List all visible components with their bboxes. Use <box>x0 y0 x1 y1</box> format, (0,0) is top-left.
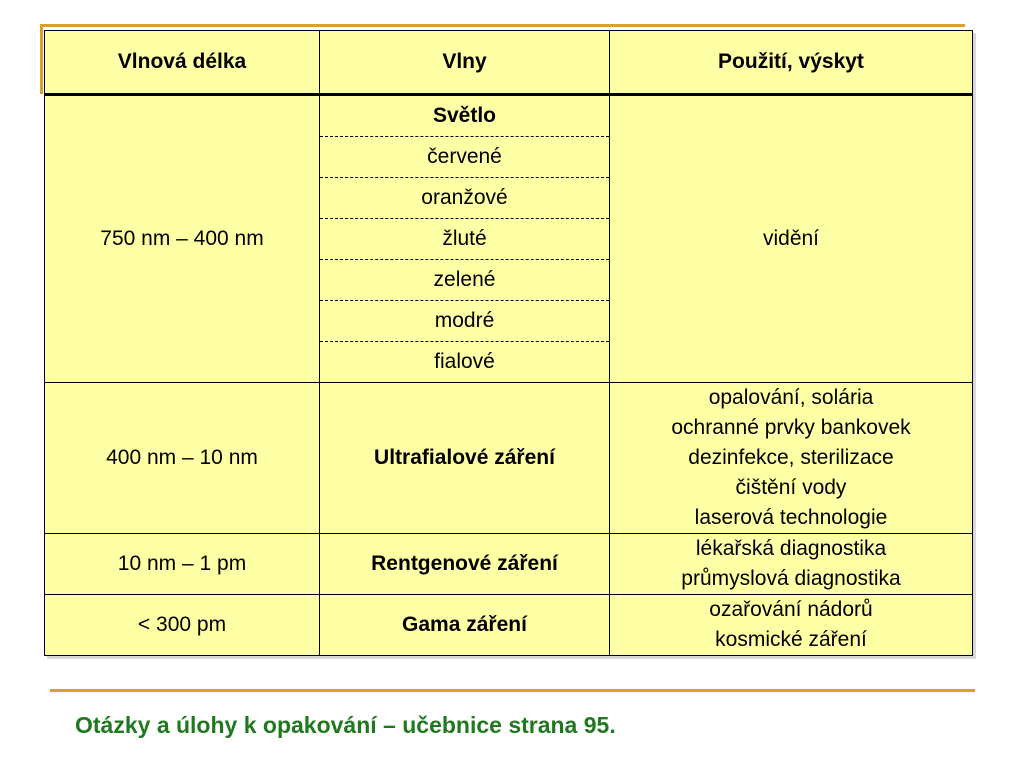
visible-light-title: Světlo <box>320 95 610 137</box>
color-orange: oranžové <box>320 178 610 219</box>
color-red: červené <box>320 137 610 178</box>
xray-row <box>45 534 973 595</box>
header-use: Použití, výskyt <box>610 31 973 95</box>
ultraviolet-row <box>45 383 973 534</box>
ultraviolet-name: Ultrafialové záření <box>320 383 610 534</box>
use-item: laserová technologie <box>694 506 888 529</box>
visible-light-row <box>45 95 973 137</box>
visible-light-use: vidění <box>610 95 973 383</box>
footer-note: Otázky a úlohy k opakování – učebnice strana 95. <box>75 712 616 738</box>
header-wavelength: Vlnová délka <box>45 31 320 95</box>
top-accent-rule <box>40 24 965 27</box>
use-item: čištění vody <box>735 476 847 499</box>
gamma-uses <box>610 595 973 656</box>
color-blue: modré <box>320 301 610 342</box>
use-item: dezinfekce, sterilizace <box>688 446 894 469</box>
header-row <box>45 31 973 95</box>
ultraviolet-uses <box>610 383 973 534</box>
gamma-name: Gama záření <box>320 595 610 656</box>
corner-accent-bar <box>40 24 43 94</box>
xray-wavelength: 10 nm – 1 pm <box>45 534 320 595</box>
gamma-row <box>45 595 973 656</box>
header-waves: Vlny <box>320 31 610 95</box>
xray-name: Rentgenové záření <box>320 534 610 595</box>
use-item: ochranné prvky bankovek <box>671 416 911 439</box>
use-item: průmyslová diagnostika <box>681 567 901 590</box>
color-green: zelené <box>320 260 610 301</box>
xray-uses <box>610 534 973 595</box>
color-yellow: žluté <box>320 219 610 260</box>
gamma-wavelength: < 300 pm <box>45 595 320 656</box>
use-item: kosmické záření <box>715 628 867 651</box>
color-violet: fialové <box>320 342 610 383</box>
bottom-accent-rule <box>50 689 975 692</box>
visible-light-wavelength: 750 nm – 400 nm <box>45 95 320 383</box>
use-item: lékařská diagnostika <box>695 537 887 560</box>
electromagnetic-spectrum-table <box>44 30 973 656</box>
ultraviolet-wavelength: 400 nm – 10 nm <box>45 383 320 534</box>
use-item: ozařování nádorů <box>709 598 873 621</box>
use-item: opalování, solária <box>708 386 874 409</box>
